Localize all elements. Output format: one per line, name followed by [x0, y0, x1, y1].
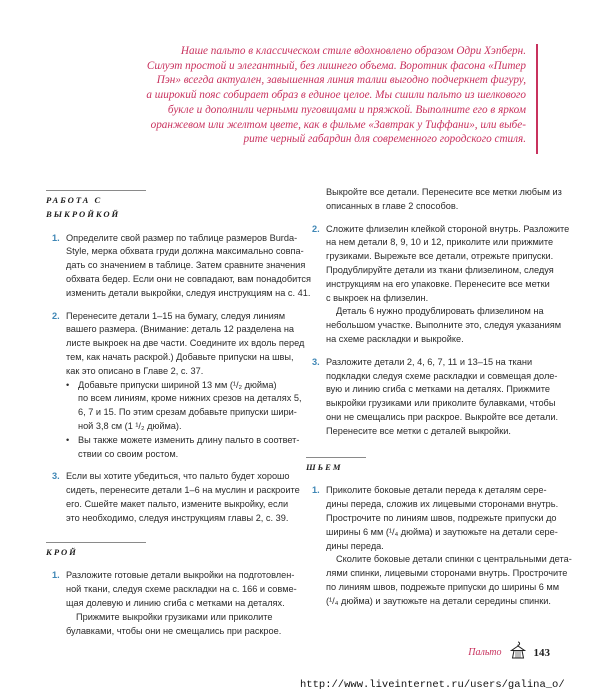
intro-line: Пэн» всегда актуален, завышенная линия талии выгодно подчеркнет фигуру, [156, 74, 526, 87]
list-item [46, 569, 308, 638]
text-line: 6, 7 и 15. По этим срезам добавьте припуски шири- [78, 407, 297, 418]
text-line: Прострочите по линиям швов, подрежьте припуски до [326, 512, 557, 523]
text-line: вую и линию сгиба с метками на деталях. Прижмите [326, 384, 550, 395]
text-line: сидеть, перенесите детали 1–6 на муслин и раскроите [66, 485, 300, 496]
bullet-icon: • [66, 434, 70, 445]
text-line: Выкройте все детали. Перенесите все метки любым из [326, 187, 562, 197]
intro-line: рите черный габардин для современного городского стиля. [243, 133, 526, 146]
bullet-line [66, 392, 308, 406]
text-line: листе выкроек на две части. Соедините их вдоль перед [66, 338, 305, 349]
hanger-dress-icon [510, 641, 526, 664]
item-number: 3. [52, 471, 60, 482]
section-heading: КРОЙ [46, 542, 146, 560]
text-line: по линиям швов, подрежьте припуски до ширины 6 мм [326, 581, 560, 592]
item-number: 3. [312, 356, 320, 367]
text-line: Сложите флизелин клейкой стороной внутрь. Разложите [326, 223, 570, 234]
text-line: Сколите боковые детали спинки с центральными дета- [336, 554, 572, 565]
bullet-line [66, 379, 308, 393]
page-number: 143 [533, 646, 550, 659]
text-line: ствии со своим ростом. [78, 448, 179, 459]
text-line: Style, мерка обхвата груди должна максимально совпа- [66, 246, 304, 257]
text-line: небольшом участке. Выполните это, следуя указаниям [326, 320, 562, 331]
list-item [306, 356, 568, 439]
intro-block [88, 44, 538, 154]
section-label: Пальто [468, 647, 502, 658]
text-line: это необходимо, следуя инструкциям главы 2, с. 39. [66, 512, 289, 523]
text-line: дать со значением в таблице. Затем сравните значения [66, 260, 306, 271]
section-heading: РАБОТА С ВЫКРОЙКОЙ [46, 190, 146, 222]
item-number: 2. [312, 223, 320, 234]
text-line: (¹/₄ дюйма) и заутюжьте на детали середины спинки. [326, 595, 551, 606]
text-line: Если вы хотите убедиться, что пальто будет хорошо [66, 471, 290, 482]
text-line: изменить детали выкройки, следуя инструкциям на с. 41. [66, 287, 311, 298]
text-line: Перенесите детали 1–15 на бумагу, следуя линиям [66, 310, 286, 321]
list-item [306, 484, 572, 608]
text-line: Перенесите все метки с деталей выкройки. [326, 425, 511, 436]
section-heading: ШЬЕМ [306, 457, 366, 475]
text-line: Продублируйте детали из ткани флизелином, следуя [326, 264, 554, 275]
text-line: описанных в главе 2 способов. [326, 200, 459, 211]
text-line: обхвата бедер. Если они не совпадают, вам понадобится [66, 273, 311, 284]
item-number: 1. [52, 232, 60, 243]
bullet-line [66, 420, 308, 434]
text-line: его. Сшейте макет пальто, измените выкройку, если [66, 498, 289, 509]
text-line: ной 3,8 см (1 ¹/₂ дюйма). [78, 420, 182, 431]
text-line: Прижмите выкройки грузиками или приколите [76, 611, 273, 622]
text-line: выкройки грузиками или приколите булавками, чтобы [326, 398, 556, 409]
text-line: инструкциям на его упаковке. Перенесите все метки [326, 278, 550, 289]
text-line: Разложите готовые детали выкройки на подготовлен- [66, 570, 295, 581]
text-line: вашего размера. (Внимание: деталь 12 разделена на [66, 324, 295, 335]
left-column [46, 190, 311, 647]
text-line: на схеме раскладки и выкройке. [326, 333, 464, 344]
right-column [306, 186, 572, 618]
page-footer [468, 641, 550, 664]
text-line: дины переда, сложив их лицевыми сторонами внутрь. [326, 499, 559, 510]
text-line: щая долевую и линию сгиба с метками на деталях. [66, 597, 285, 608]
text-line: дины переда. [326, 540, 384, 551]
bullet-line [66, 448, 308, 462]
item-number: 2. [52, 310, 60, 321]
text-line: Деталь 6 нужно продублировать флизелином на [336, 306, 544, 317]
list-item [46, 470, 308, 525]
list-item [306, 223, 568, 347]
intro-line: Наше пальто в классическом стиле вдохновлено образом Одри Хэпберн. [180, 45, 526, 57]
text-line: подкладки следуя схеме раскладки и совмещая доле- [326, 370, 558, 381]
watermark-url: http://www.liveinternet.ru/users/galina_o/ [300, 679, 565, 691]
text-line: как это описано в Главе 2, с. 37. [66, 365, 204, 376]
intro-line: оранжевом или желтом цвете, как в фильме «Завтрак у Тиффани», или выбе- [150, 118, 526, 131]
text-line: булавками, чтобы они не смещались при раскрое. [66, 625, 282, 636]
intro-line: букле и дополнили черными пуговицами и пряжкой. Выполните его в ярком [167, 103, 526, 116]
list-item [46, 310, 308, 462]
text-line: ной ткани, следуя схеме раскладки на с. 166 и совме- [66, 584, 297, 595]
item-number: 1. [52, 570, 60, 581]
text-line: на нем детали 8, 9, 10 и 12, приколите или прижмите [326, 237, 554, 248]
text-line: по всем линиям, кроме нижних срезов на деталях 5, [78, 393, 302, 404]
list-item [46, 232, 311, 301]
text-line: ширины 6 мм (¹/₄ дюйма) и заутюжьте на детали сере- [326, 526, 558, 537]
text-line: Добавьте припуски шириной 13 мм (¹/₂ дюйма) [78, 379, 277, 390]
bullet-icon: • [66, 379, 70, 390]
text-line: Приколите боковые детали переда к деталям сере- [326, 485, 547, 496]
text-line: с выкроек на флизелин. [326, 292, 429, 303]
text-line: лями спинки, лицевыми сторонами внутрь. Прострочите [326, 568, 568, 579]
item-number: 1. [312, 485, 320, 496]
bullet-line [66, 434, 308, 448]
text-line: они не смещались при раскрое. Выкройте все детали. [326, 411, 559, 422]
text-line: тем, как начать раскрой.) Добавьте припуски на швы, [66, 351, 294, 362]
text-line: грузиками. Вырежьте все детали, отрежьте припуски. [326, 251, 554, 262]
text-line: Вы также можете изменить длину пальто в соответ- [78, 434, 300, 445]
text-line: Разложите детали 2, 4, 6, 7, 11 и 13–15 на ткани [326, 356, 533, 367]
intro-line: а широкий пояс собирает образ в единое целое. Мы сшили пальто из шелкового [146, 89, 526, 102]
intro-line: Силуэт простой и элегантный, без лишнего объема. Воротник фасона «Питер [146, 59, 526, 72]
text-line: Определите свой размер по таблице размеров Burda- [66, 232, 298, 243]
bullet-line [66, 406, 308, 420]
